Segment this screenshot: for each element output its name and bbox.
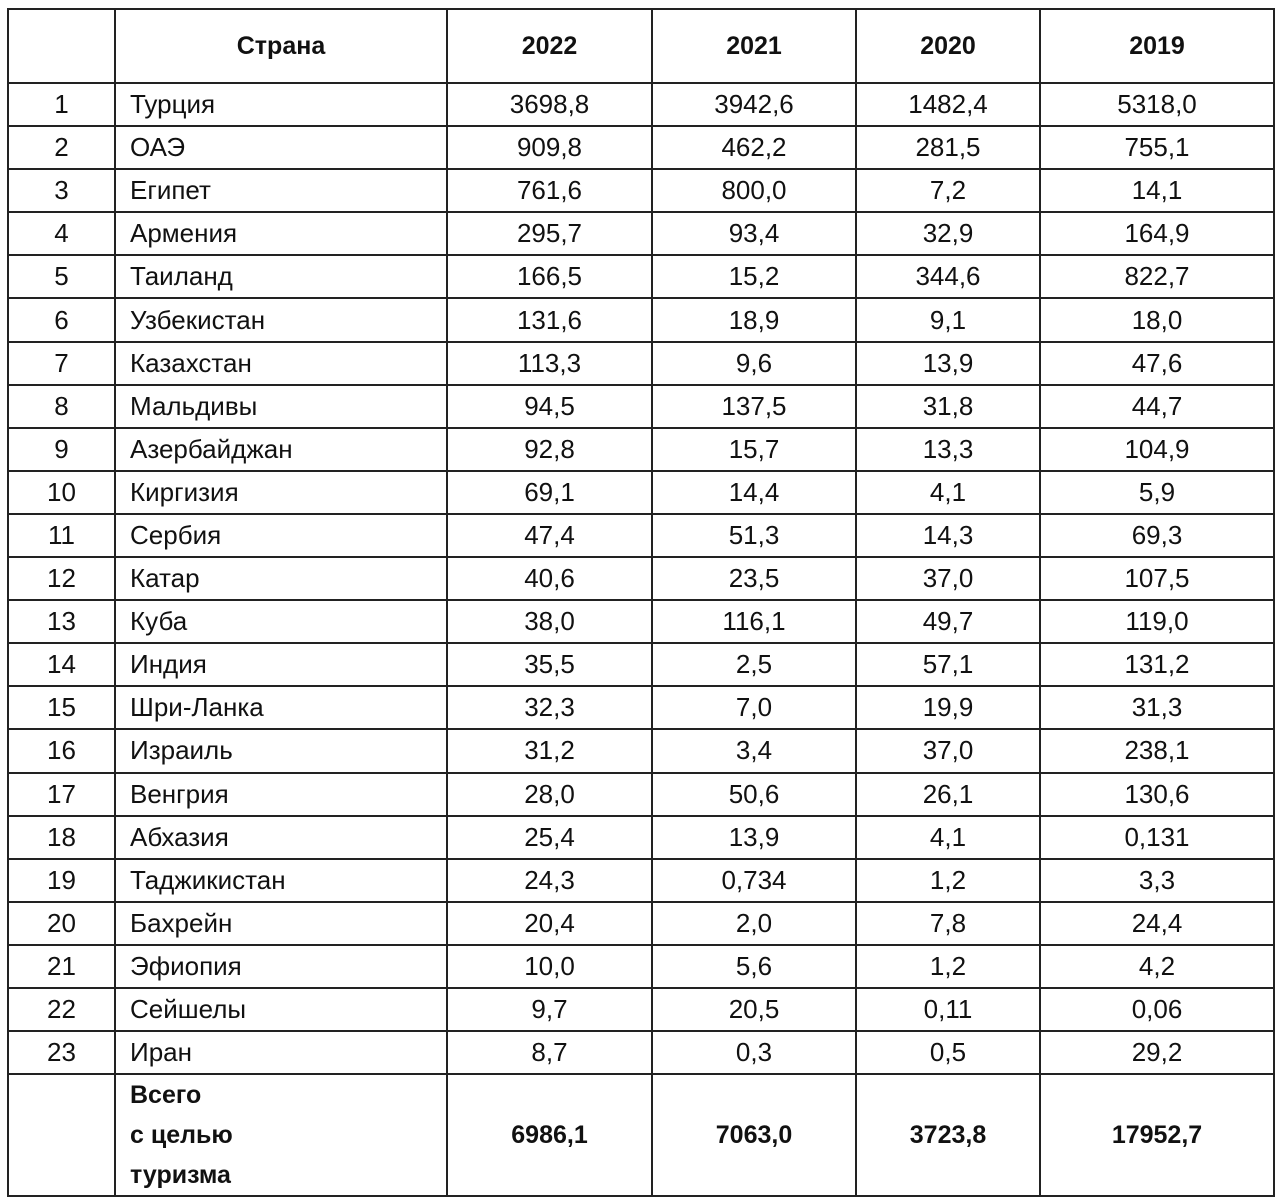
value-2022-cell: 9,7 bbox=[447, 988, 652, 1031]
country-name-cell: Шри-Ланка bbox=[115, 686, 447, 729]
value-2022-cell: 20,4 bbox=[447, 902, 652, 945]
value-2019-cell: 3,3 bbox=[1040, 859, 1274, 902]
value-2019-cell: 47,6 bbox=[1040, 342, 1274, 385]
row-number-cell: 9 bbox=[8, 428, 115, 471]
table-row bbox=[8, 471, 1274, 514]
value-2022-cell: 35,5 bbox=[447, 643, 652, 686]
country-name-cell: Мальдивы bbox=[115, 385, 447, 428]
country-name-cell: Армения bbox=[115, 212, 447, 255]
table-row bbox=[8, 385, 1274, 428]
total-value-2019: 17952,7 bbox=[1040, 1074, 1274, 1196]
country-name-cell: Иран bbox=[115, 1031, 447, 1074]
total-label-line: Всего bbox=[130, 1081, 202, 1110]
total-value-2020: 3723,8 bbox=[856, 1074, 1040, 1196]
table-row bbox=[8, 83, 1274, 126]
header-year-2022: 2022 bbox=[447, 9, 652, 83]
value-2021-cell: 20,5 bbox=[652, 988, 856, 1031]
value-2019-cell: 755,1 bbox=[1040, 126, 1274, 169]
row-number-cell: 3 bbox=[8, 169, 115, 212]
value-2022-cell: 166,5 bbox=[447, 255, 652, 298]
row-number-cell: 10 bbox=[8, 471, 115, 514]
value-2020-cell: 26,1 bbox=[856, 773, 1040, 816]
row-number-cell: 14 bbox=[8, 643, 115, 686]
value-2019-cell: 130,6 bbox=[1040, 773, 1274, 816]
value-2019-cell: 69,3 bbox=[1040, 514, 1274, 557]
row-number-cell: 11 bbox=[8, 514, 115, 557]
row-number-cell: 8 bbox=[8, 385, 115, 428]
value-2022-cell: 94,5 bbox=[447, 385, 652, 428]
country-name-cell: Индия bbox=[115, 643, 447, 686]
row-number-cell: 4 bbox=[8, 212, 115, 255]
value-2020-cell: 13,9 bbox=[856, 342, 1040, 385]
country-name-cell: Египет bbox=[115, 169, 447, 212]
country-name-cell: Катар bbox=[115, 557, 447, 600]
value-2020-cell: 32,9 bbox=[856, 212, 1040, 255]
value-2020-cell: 37,0 bbox=[856, 729, 1040, 772]
table-row bbox=[8, 859, 1274, 902]
value-2019-cell: 29,2 bbox=[1040, 1031, 1274, 1074]
value-2019-cell: 0,131 bbox=[1040, 816, 1274, 859]
country-name-cell: Таджикистан bbox=[115, 859, 447, 902]
total-num-cell bbox=[8, 1074, 115, 1196]
table-row bbox=[8, 342, 1274, 385]
value-2021-cell: 0,3 bbox=[652, 1031, 856, 1074]
value-2021-cell: 800,0 bbox=[652, 169, 856, 212]
table-row bbox=[8, 643, 1274, 686]
value-2019-cell: 0,06 bbox=[1040, 988, 1274, 1031]
row-number-cell: 1 bbox=[8, 83, 115, 126]
value-2019-cell: 5,9 bbox=[1040, 471, 1274, 514]
tourism-table bbox=[7, 8, 1275, 1197]
value-2019-cell: 104,9 bbox=[1040, 428, 1274, 471]
table-row bbox=[8, 988, 1274, 1031]
value-2021-cell: 0,734 bbox=[652, 859, 856, 902]
table-row bbox=[8, 902, 1274, 945]
value-2022-cell: 69,1 bbox=[447, 471, 652, 514]
value-2020-cell: 344,6 bbox=[856, 255, 1040, 298]
value-2021-cell: 5,6 bbox=[652, 945, 856, 988]
value-2022-cell: 113,3 bbox=[447, 342, 652, 385]
country-name-cell: ОАЭ bbox=[115, 126, 447, 169]
row-number-cell: 16 bbox=[8, 729, 115, 772]
value-2022-cell: 3698,8 bbox=[447, 83, 652, 126]
header-year-2020: 2020 bbox=[856, 9, 1040, 83]
table-row bbox=[8, 600, 1274, 643]
total-value-2021: 7063,0 bbox=[652, 1074, 856, 1196]
value-2020-cell: 31,8 bbox=[856, 385, 1040, 428]
value-2020-cell: 1482,4 bbox=[856, 83, 1040, 126]
value-2020-cell: 0,11 bbox=[856, 988, 1040, 1031]
value-2019-cell: 44,7 bbox=[1040, 385, 1274, 428]
country-name-cell: Бахрейн bbox=[115, 902, 447, 945]
value-2020-cell: 57,1 bbox=[856, 643, 1040, 686]
value-2022-cell: 92,8 bbox=[447, 428, 652, 471]
table-body bbox=[8, 83, 1274, 1074]
country-name-cell: Казахстан bbox=[115, 342, 447, 385]
header-num-cell bbox=[8, 9, 115, 83]
value-2019-cell: 31,3 bbox=[1040, 686, 1274, 729]
table-row bbox=[8, 729, 1274, 772]
value-2022-cell: 28,0 bbox=[447, 773, 652, 816]
table-row bbox=[8, 514, 1274, 557]
row-number-cell: 13 bbox=[8, 600, 115, 643]
country-name-cell: Венгрия bbox=[115, 773, 447, 816]
value-2020-cell: 19,9 bbox=[856, 686, 1040, 729]
value-2020-cell: 9,1 bbox=[856, 298, 1040, 341]
row-number-cell: 18 bbox=[8, 816, 115, 859]
value-2022-cell: 295,7 bbox=[447, 212, 652, 255]
country-name-cell: Киргизия bbox=[115, 471, 447, 514]
value-2022-cell: 10,0 bbox=[447, 945, 652, 988]
table-row bbox=[8, 126, 1274, 169]
header-year-2021: 2021 bbox=[652, 9, 856, 83]
value-2022-cell: 32,3 bbox=[447, 686, 652, 729]
row-number-cell: 5 bbox=[8, 255, 115, 298]
country-name-cell: Азербайджан bbox=[115, 428, 447, 471]
value-2019-cell: 822,7 bbox=[1040, 255, 1274, 298]
value-2020-cell: 4,1 bbox=[856, 471, 1040, 514]
row-number-cell: 21 bbox=[8, 945, 115, 988]
total-label-line: с целью bbox=[130, 1121, 233, 1150]
country-name-cell: Абхазия bbox=[115, 816, 447, 859]
value-2020-cell: 14,3 bbox=[856, 514, 1040, 557]
total-row bbox=[8, 1074, 1274, 1196]
country-name-cell: Эфиопия bbox=[115, 945, 447, 988]
value-2022-cell: 47,4 bbox=[447, 514, 652, 557]
value-2022-cell: 909,8 bbox=[447, 126, 652, 169]
value-2019-cell: 164,9 bbox=[1040, 212, 1274, 255]
value-2021-cell: 13,9 bbox=[652, 816, 856, 859]
value-2021-cell: 3942,6 bbox=[652, 83, 856, 126]
value-2021-cell: 23,5 bbox=[652, 557, 856, 600]
total-label-cell bbox=[115, 1074, 447, 1196]
row-number-cell: 2 bbox=[8, 126, 115, 169]
value-2019-cell: 107,5 bbox=[1040, 557, 1274, 600]
table-row bbox=[8, 298, 1274, 341]
value-2019-cell: 131,2 bbox=[1040, 643, 1274, 686]
value-2019-cell: 119,0 bbox=[1040, 600, 1274, 643]
value-2021-cell: 51,3 bbox=[652, 514, 856, 557]
total-label-line: туризма bbox=[130, 1161, 231, 1190]
value-2021-cell: 462,2 bbox=[652, 126, 856, 169]
value-2019-cell: 4,2 bbox=[1040, 945, 1274, 988]
value-2021-cell: 116,1 bbox=[652, 600, 856, 643]
value-2021-cell: 15,2 bbox=[652, 255, 856, 298]
row-number-cell: 22 bbox=[8, 988, 115, 1031]
header-country-cell: Страна bbox=[115, 9, 447, 83]
row-number-cell: 6 bbox=[8, 298, 115, 341]
table-row bbox=[8, 686, 1274, 729]
country-name-cell: Сейшелы bbox=[115, 988, 447, 1031]
value-2020-cell: 49,7 bbox=[856, 600, 1040, 643]
value-2021-cell: 7,0 bbox=[652, 686, 856, 729]
table-row bbox=[8, 557, 1274, 600]
table-row bbox=[8, 945, 1274, 988]
value-2021-cell: 137,5 bbox=[652, 385, 856, 428]
value-2019-cell: 14,1 bbox=[1040, 169, 1274, 212]
country-name-cell: Израиль bbox=[115, 729, 447, 772]
value-2021-cell: 14,4 bbox=[652, 471, 856, 514]
value-2021-cell: 15,7 bbox=[652, 428, 856, 471]
value-2021-cell: 9,6 bbox=[652, 342, 856, 385]
value-2020-cell: 7,2 bbox=[856, 169, 1040, 212]
table-row bbox=[8, 428, 1274, 471]
row-number-cell: 19 bbox=[8, 859, 115, 902]
value-2020-cell: 1,2 bbox=[856, 945, 1040, 988]
table-row bbox=[8, 212, 1274, 255]
value-2021-cell: 2,0 bbox=[652, 902, 856, 945]
value-2022-cell: 38,0 bbox=[447, 600, 652, 643]
value-2022-cell: 25,4 bbox=[447, 816, 652, 859]
value-2019-cell: 238,1 bbox=[1040, 729, 1274, 772]
value-2020-cell: 37,0 bbox=[856, 557, 1040, 600]
value-2022-cell: 131,6 bbox=[447, 298, 652, 341]
header-row bbox=[8, 9, 1274, 83]
value-2021-cell: 93,4 bbox=[652, 212, 856, 255]
value-2019-cell: 18,0 bbox=[1040, 298, 1274, 341]
table-row bbox=[8, 169, 1274, 212]
value-2021-cell: 50,6 bbox=[652, 773, 856, 816]
row-number-cell: 20 bbox=[8, 902, 115, 945]
total-value-2022: 6986,1 bbox=[447, 1074, 652, 1196]
country-name-cell: Турция bbox=[115, 83, 447, 126]
value-2022-cell: 24,3 bbox=[447, 859, 652, 902]
value-2020-cell: 0,5 bbox=[856, 1031, 1040, 1074]
header-year-2019: 2019 bbox=[1040, 9, 1274, 83]
value-2020-cell: 13,3 bbox=[856, 428, 1040, 471]
row-number-cell: 7 bbox=[8, 342, 115, 385]
value-2022-cell: 40,6 bbox=[447, 557, 652, 600]
table-row bbox=[8, 816, 1274, 859]
country-name-cell: Узбекистан bbox=[115, 298, 447, 341]
value-2020-cell: 281,5 bbox=[856, 126, 1040, 169]
row-number-cell: 23 bbox=[8, 1031, 115, 1074]
value-2022-cell: 8,7 bbox=[447, 1031, 652, 1074]
country-name-cell: Сербия bbox=[115, 514, 447, 557]
value-2021-cell: 2,5 bbox=[652, 643, 856, 686]
table-row bbox=[8, 773, 1274, 816]
value-2021-cell: 3,4 bbox=[652, 729, 856, 772]
value-2022-cell: 31,2 bbox=[447, 729, 652, 772]
value-2020-cell: 1,2 bbox=[856, 859, 1040, 902]
country-name-cell: Куба bbox=[115, 600, 447, 643]
value-2019-cell: 5318,0 bbox=[1040, 83, 1274, 126]
country-name-cell: Таиланд bbox=[115, 255, 447, 298]
table-row bbox=[8, 255, 1274, 298]
value-2021-cell: 18,9 bbox=[652, 298, 856, 341]
value-2020-cell: 7,8 bbox=[856, 902, 1040, 945]
table-row bbox=[8, 1031, 1274, 1074]
row-number-cell: 12 bbox=[8, 557, 115, 600]
value-2022-cell: 761,6 bbox=[447, 169, 652, 212]
row-number-cell: 17 bbox=[8, 773, 115, 816]
value-2019-cell: 24,4 bbox=[1040, 902, 1274, 945]
row-number-cell: 15 bbox=[8, 686, 115, 729]
value-2020-cell: 4,1 bbox=[856, 816, 1040, 859]
